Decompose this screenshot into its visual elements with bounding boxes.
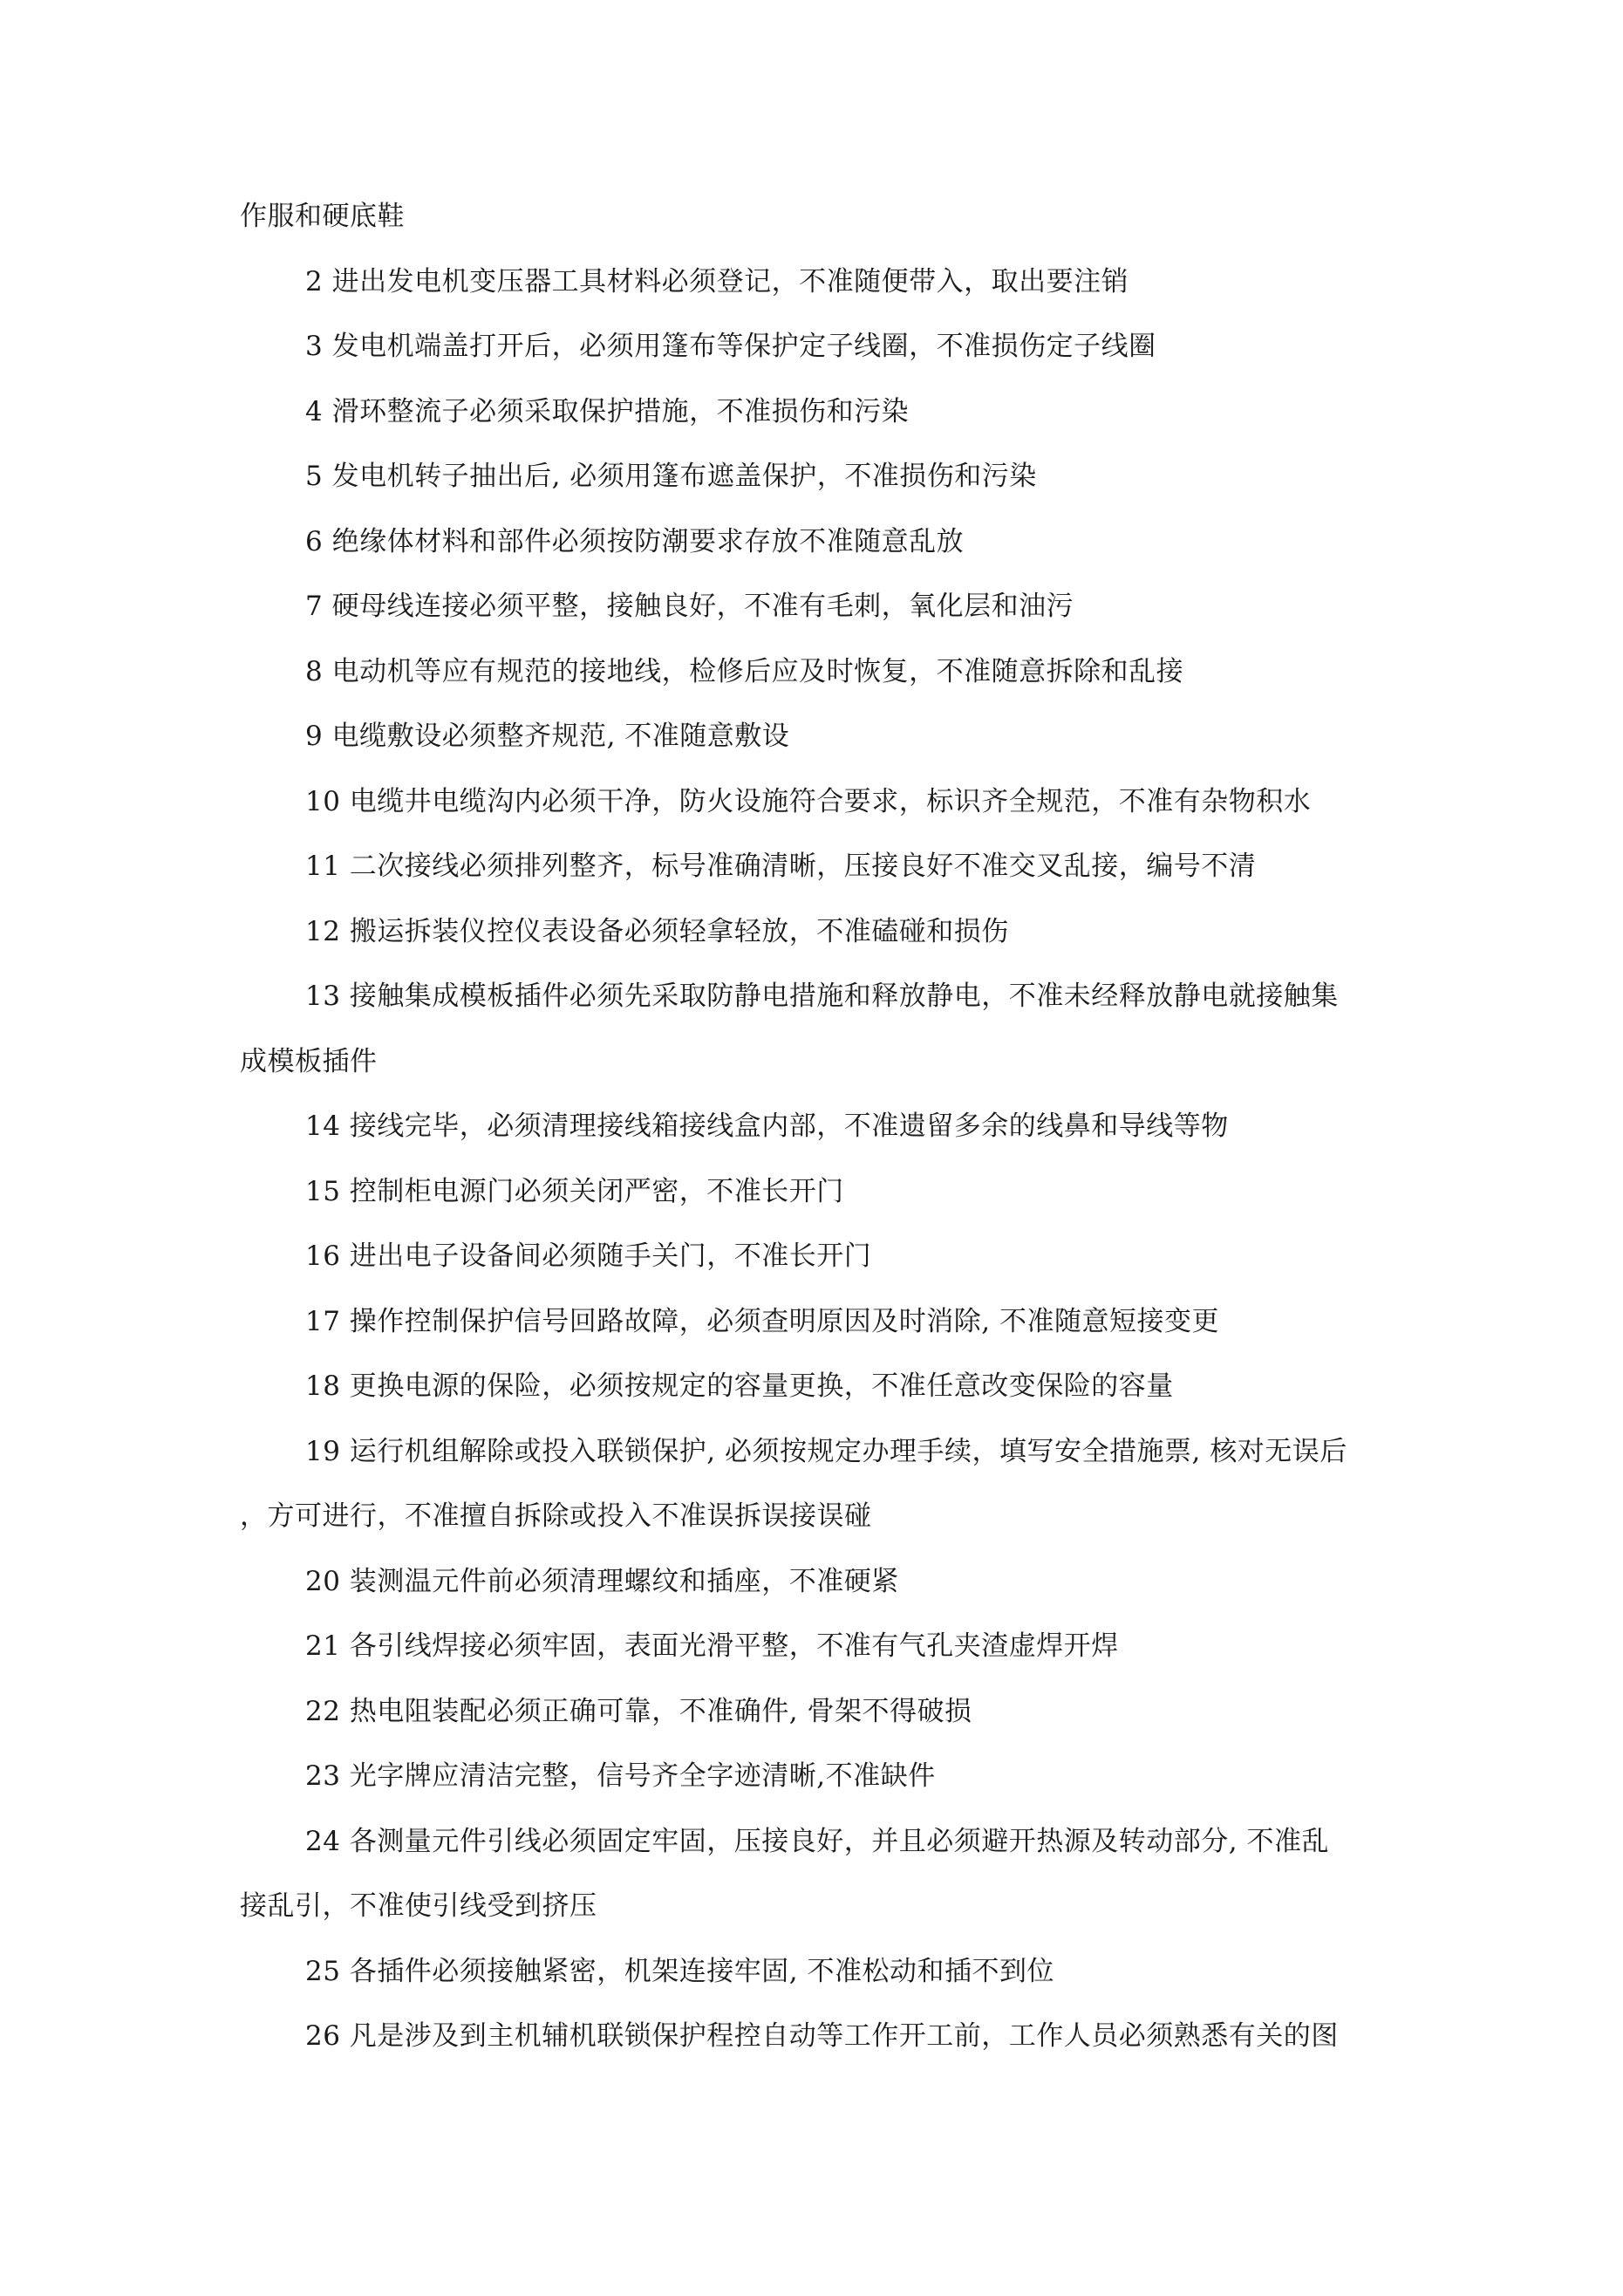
document-body (240, 193, 1400, 2078)
paragraph-line: 3 发电机端盖打开后，必须用篷布等保护定子线圈，不准损伤定子线圈 (305, 331, 1156, 362)
paragraph-line: 11 二次接线必须排列整齐，标号准确清晰，压接良好不准交叉乱接，编号不清 (305, 851, 1257, 882)
paragraph-line: 7 硬母线连接必须平整，接触良好，不准有毛刺，氧化层和油污 (305, 591, 1074, 622)
paragraph-line: 2 进出发电机变压器工具材料必须登记，不准随便带入，取出要注销 (305, 265, 1129, 297)
paragraph-line: 18 更换电源的保险，必须按规定的容量更换，不准任意改变保险的容量 (305, 1370, 1174, 1402)
paragraph-line: 25 各插件必须接触紧密，机架连接牢固, 不准松动和插不到位 (305, 1955, 1055, 1987)
paragraph-line: 5 发电机转子抽出后, 必须用篷布遮盖保护，不准损伤和污染 (305, 461, 1037, 492)
paragraph-line: 16 进出电子设备间必须随手关门，不准长开门 (305, 1240, 872, 1272)
continuation-line: 接乱引，不准使引线受到挤压 (240, 1890, 597, 1922)
paragraph-line: 13 接触集成模板插件必须先采取防静电措施和释放静电，不准未经释放静电就接触集 (305, 981, 1339, 1012)
paragraph-line: 9 电缆敷设必须整齐规范, 不准随意敷设 (305, 721, 790, 752)
paragraph-line: 26 凡是涉及到主机辅机联锁保护程控自动等工作开工前，工作人员必须熟悉有关的图 (305, 2020, 1339, 2052)
paragraph-line: 24 各测量元件引线必须固定牢固，压接良好，并且必须避开热源及转动部分, 不准乱 (305, 1825, 1330, 1857)
paragraph-line: 22 热电阻装配必须正确可靠，不准确件, 骨架不得破损 (305, 1695, 972, 1727)
continuation-line: ，方可进行，不准擅自拆除或投入不准误拆误接误碰 (240, 1500, 872, 1532)
paragraph-line: 10 电缆井电缆沟内必须干净，防火设施符合要求，标识齐全规范，不准有杂物积水 (305, 785, 1312, 817)
paragraph-line: 8 电动机等应有规范的接地线，检修后应及时恢复，不准随意拆除和乱接 (305, 655, 1184, 687)
paragraph-line: 12 搬运拆装仪控仪表设备必须轻拿轻放，不准磕碰和损伤 (305, 915, 1009, 947)
paragraph-line: 23 光字牌应清洁完整，信号齐全字迹清晰,不准缺件 (305, 1760, 936, 1792)
paragraph-line: 14 接线完毕，必须清理接线箱接线盒内部，不准遗留多余的线鼻和导线等物 (305, 1110, 1229, 1142)
paragraph-line: 17 操作控制保护信号回路故障，必须查明原因及时消除, 不准随意短接变更 (305, 1305, 1220, 1337)
paragraph-line: 6 绝缘体材料和部件必须按防潮要求存放不准随意乱放 (305, 525, 965, 557)
paragraph-line: 21 各引线焊接必须牢固，表面光滑平整，不准有气孔夹渣虚焊开焊 (305, 1630, 1119, 1662)
paragraph-line: 4 滑环整流子必须采取保护措施，不准损伤和污染 (305, 395, 910, 427)
continuation-line: 成模板插件 (240, 1045, 378, 1077)
paragraph-line: 20 装测温元件前必须清理螺纹和插座，不准硬紧 (305, 1565, 899, 1597)
continuation-line: 作服和硬底鞋 (240, 201, 405, 232)
paragraph-line: 19 运行机组解除或投入联锁保护, 必须按规定办理手续，填写安全措施票, 核对无误后 (305, 1435, 1347, 1467)
paragraph-line: 15 控制柜电源门必须关闭严密，不准长开门 (305, 1175, 844, 1207)
